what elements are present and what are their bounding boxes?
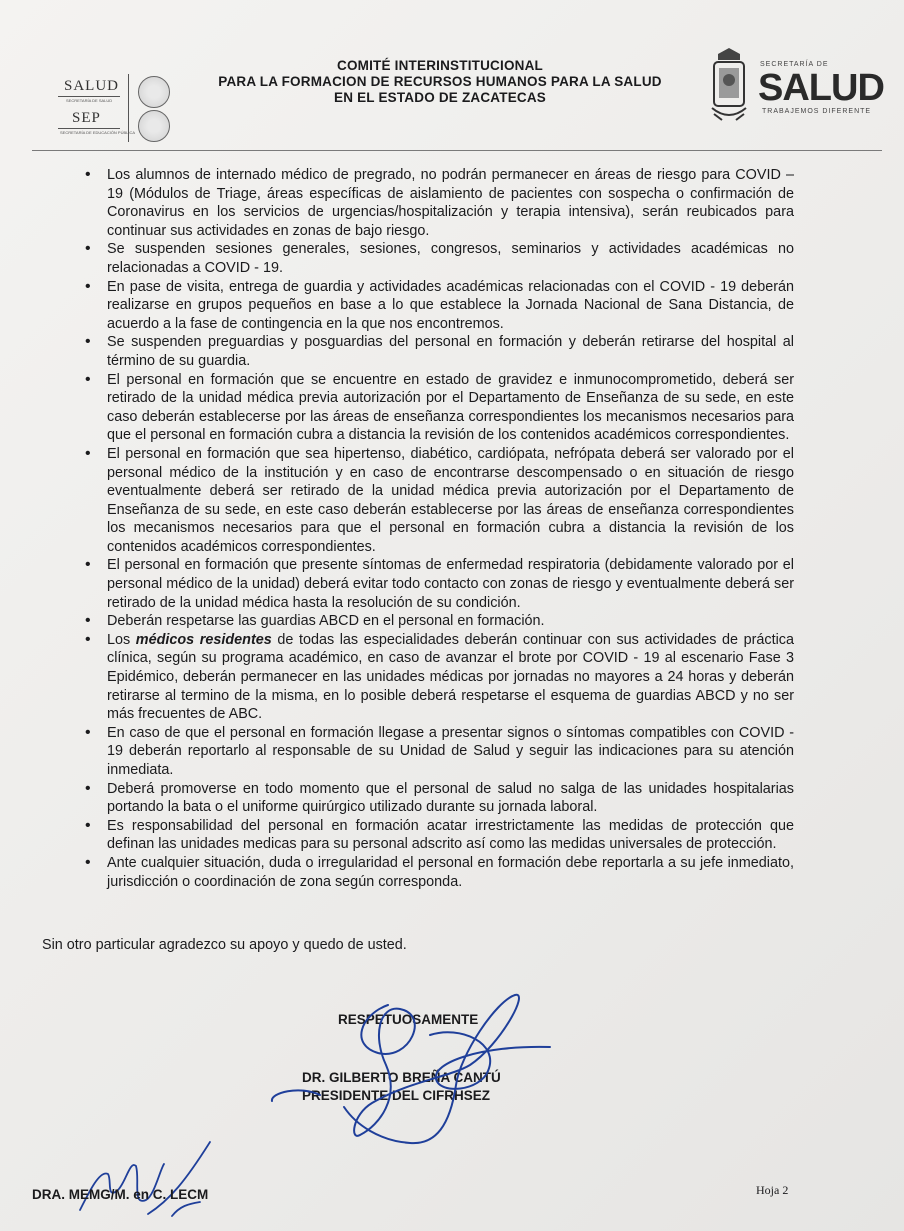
header-divider [32,150,882,151]
guidelines-list [84,166,794,891]
salud-logo-subtext: SECRETARÍA DE SALUD [66,98,113,103]
salud-logo-text: SALUD [64,78,120,94]
handwritten-initials [60,1130,240,1220]
list-item: • Se suspenden preguardias y posguardias del personal en formación y deberán retirarse del hospital al término de su guardia. [84,333,794,370]
list-item: • El personal en formación que se encuentre en estado de gravidez e inmunocomprometido, deberá ser retirado de la unidad médica previa autorización por el Departamento de Enseñanza de su sede, en este caso deberán establecerse por las áreas de enseñanza correspondientes los mecanismos necesarios para que el personal en formación cubra a distancia la revisión de los contenidos académicos correspondientes. [84,371,794,445]
signer-name: DR. GILBERTO BREÑA CANTÚ [302,1070,501,1085]
list-item: • En caso de que el personal en formación llegase a presentar signos o síntomas compatibles con COVID - 19 deberán reportarlo al responsable de su Unidad de Salud y seguir las indicaciones para su atención inmediata. [84,724,794,780]
title-line-2: PARA LA FORMACION DE RECURSOS HUMANOS PARA LA SALUD [218,74,662,89]
mexico-seal-icon [138,76,170,108]
list-item: • Es responsabilidad del personal en formación acatar irrestrictamente las medidas de protección que definan las unidades medicas para su personal adscrito así como las medidas universales de protección. [84,817,794,854]
slogan-text: TRABAJEMOS DIFERENTE [762,108,872,115]
list-item: • El personal en formación que sea hipertenso, diabético, cardiópata, nefrópata deberá ser valorado por el personal médico de la institución y en caso de encontrarse descompensado o en situación de riesgo eventualmente deberá ser retirado de la unidad médica previa autorización por el Departamento de Enseñanza de su sede, en este caso deberán establecerse por las áreas de enseñanza correspondientes los mecanismos necesarios para que el personal en formación cubra a distancia la revisión de los contenidos académicos correspondientes. [84,445,794,557]
item-prefix: Los [107,631,136,648]
list-item: • Deberá promoverse en todo momento que el personal de salud no salga de las unidades hospitalarias portando la bata o el uniforme quirúrgico utilizado durante su jornada laboral. [84,780,794,817]
list-item: • En pase de visita, entrega de guardia y actividades académicas relacionadas con el COVID - 19 deberán realizarse en grupos pequeños en base a lo que establece la Jornada Nacional de Sana Distancia, de acuerdo a la fase de contingencia en la que nos encontremos. [84,278,794,334]
logo-rule [58,128,120,129]
list-item: • El personal en formación que presente síntomas de enfermedad respiratoria (debidamente valorado por el personal médico de la unidad) deberá evitar todo contacto con zonas de riesgo y eventualmente deberá ser retirado de la unidad médica hasta la resolución de su condición. [84,556,794,612]
mexico-seal-icon [138,110,170,142]
salud-sep-logo [58,74,178,144]
document-title [180,58,700,106]
handwritten-signature [260,975,560,1155]
list-item: • Los alumnos de internado médico de pregrado, no podrán permanecer en áreas de riesgo para COVID – 19 (Módulos de Triage, áreas específicas de aislamiento de pacientes con sospecha o confirmación de Coronavirus en los servicios de urgencias/hospitalización y terapia intensiva), serán reubicados para continuar sus actividades en zonas de bajo riesgo. [84,166,794,240]
salutation: RESPETUOSAMENTE [338,1012,479,1027]
list-item: • Se suspenden sesiones generales, sesiones, congresos, seminarios y actividades académicas no relacionadas a COVID - 19. [84,240,794,277]
signer-position: PRESIDENTE DEL CIFRHSEZ [302,1088,491,1103]
zacatecas-crest-icon [708,46,750,126]
sep-logo-subtext: SECRETARÍA DE EDUCACIÓN PÚBLICA [60,130,136,135]
list-item: • Ante cualquier situación, duda o irregularidad el personal en formación debe reportarla a su jefe inmediato, jurisdicción o coordinación de zona según corresponda. [84,854,794,891]
logo-rule [58,96,120,97]
emphasis-text: médicos residentes [135,631,272,648]
list-item: • Deberán respetarse las guardias ABCD en el personal en formación. [84,612,794,631]
sep-logo-text: SEP [72,110,101,126]
footer-initials: DRA. MEMG/M. en C. LECM [32,1187,209,1202]
list-item [84,631,794,724]
title-line-3: EN EL ESTADO DE ZACATECAS [333,90,546,105]
title-line-1: COMITÉ INTERINSTITUCIONAL [337,58,543,73]
salud-logo-word: SALUD [758,67,884,109]
item-rest: de todas las especialidades deberán continuar con sus actividades de práctica clínica, según su programa académico, en caso de avanzar el brote por COVID - 19 al escenario Fase 3 Epidémico, deberán permanecer en las unidades médicas por jornadas no mayores a 24 horas y deberán retirarse al termino de la misma, en lo posible deberá respetarse el esquema de guardias ABCD y no ser más frecuentes de ABC. [107,631,795,723]
secretaria-text: SECRETARÍA DE [760,61,829,68]
closing-text: Sin otro particular agradezco su apoyo y quedo de usted. [42,937,407,953]
page-number: Hoja 2 [756,1183,789,1197]
